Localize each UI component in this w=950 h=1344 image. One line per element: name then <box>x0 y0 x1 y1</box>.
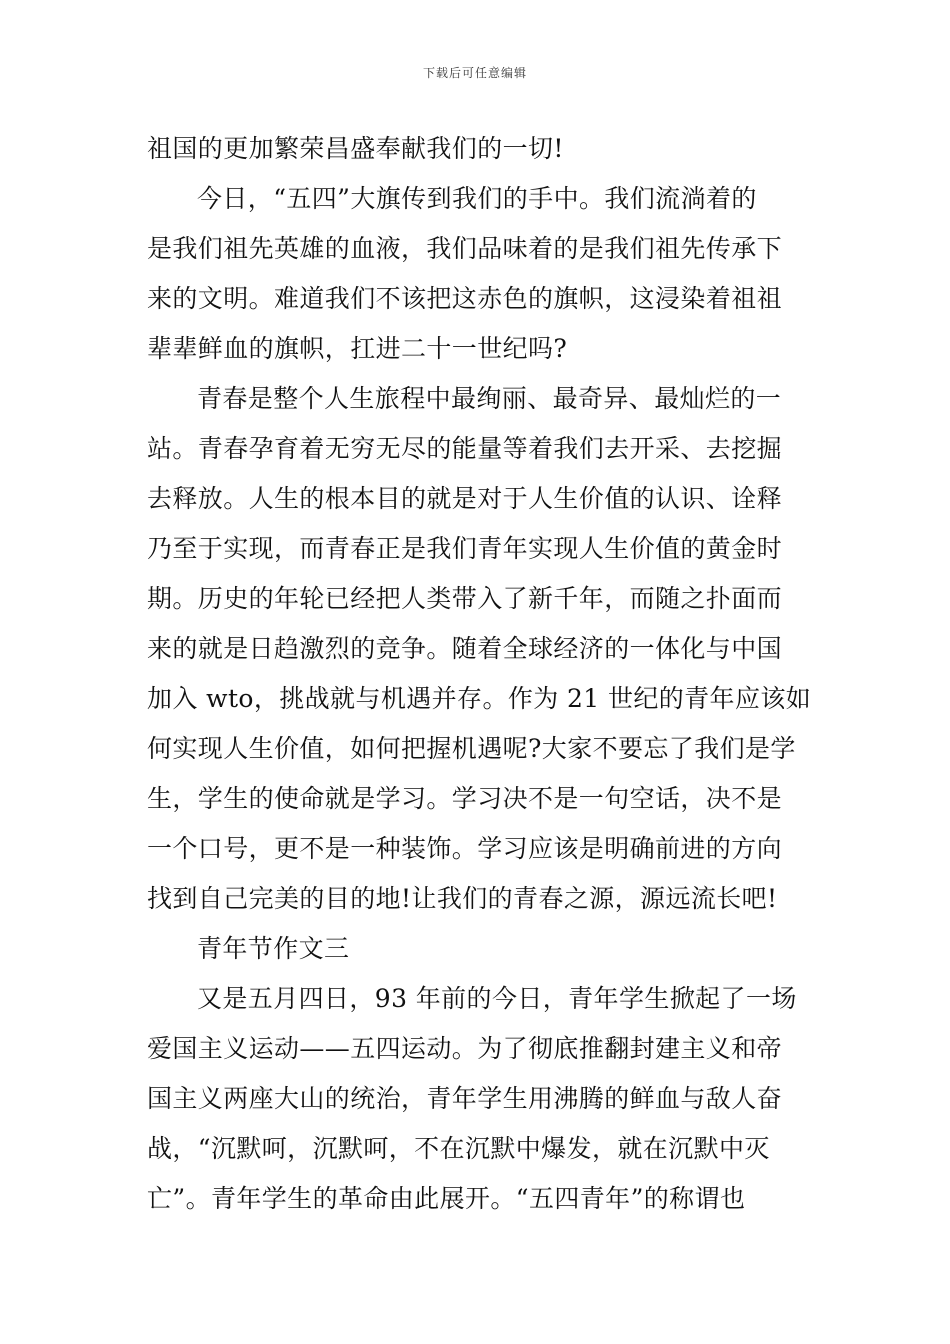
text-line: 辈辈鲜血的旗帜，扛进二十一世纪吗? <box>147 334 568 363</box>
section-heading: 青年节作文三 <box>197 934 350 963</box>
text-line: 去释放。人生的根本目的就是对于人生价值的认识、诠释 <box>147 484 783 513</box>
text-line: 今日，“五四”大旗传到我们的手中。我们流淌着的 <box>197 184 757 213</box>
text-line: 一个口号，更不是一种装饰。学习应该是明确前进的方向 <box>147 834 783 863</box>
text-line: 是我们祖先英雄的血液，我们品味着的是我们祖先传承下 <box>147 234 783 263</box>
text-line: 找到自己完美的目的地!让我们的青春之源，源远流长吧! <box>147 884 778 913</box>
text-line: 爱国主义运动——五四运动。为了彻底推翻封建主义和帝 <box>147 1034 783 1063</box>
document-body <box>147 124 812 1224</box>
text-line: 亡”。青年学生的革命由此展开。“五四青年”的称谓也 <box>147 1184 746 1213</box>
text-line: 又是五月四日，93 年前的今日，青年学生掀起了一场 <box>197 984 797 1013</box>
text-line: 国主义两座大山的统治，青年学生用沸腾的鲜血与敌人奋 <box>147 1084 783 1113</box>
text-line: 来的就是日趋激烈的竞争。随着全球经济的一体化与中国 <box>147 634 783 663</box>
text-line: 生，学生的使命就是学习。学习决不是一句空话，决不是 <box>147 784 783 813</box>
text-line: 来的文明。难道我们不该把这赤色的旗帜，这浸染着祖祖 <box>147 284 783 313</box>
text-line: 期。历史的年轮已经把人类带入了新千年，而随之扑面而 <box>147 584 783 613</box>
text-line: 站。青春孕育着无穷无尽的能量等着我们去开采、去挖掘 <box>147 434 783 463</box>
text-line: 青春是整个人生旅程中最绚丽、最奇异、最灿烂的一 <box>197 384 782 413</box>
page-header: 下载后可任意编辑 <box>422 66 527 80</box>
text-line: 战，“沉默呵，沉默呵，不在沉默中爆发，就在沉默中灭 <box>147 1134 770 1163</box>
text-line: 祖国的更加繁荣昌盛奉献我们的一切! <box>147 134 564 163</box>
text-line: 加入 wto，挑战就与机遇并存。作为 21 世纪的青年应该如 <box>147 684 812 713</box>
text-line: 乃至于实现，而青春正是我们青年实现人生价值的黄金时 <box>147 534 783 563</box>
text-line: 何实现人生价值，如何把握机遇呢?大家不要忘了我们是学 <box>147 734 796 763</box>
